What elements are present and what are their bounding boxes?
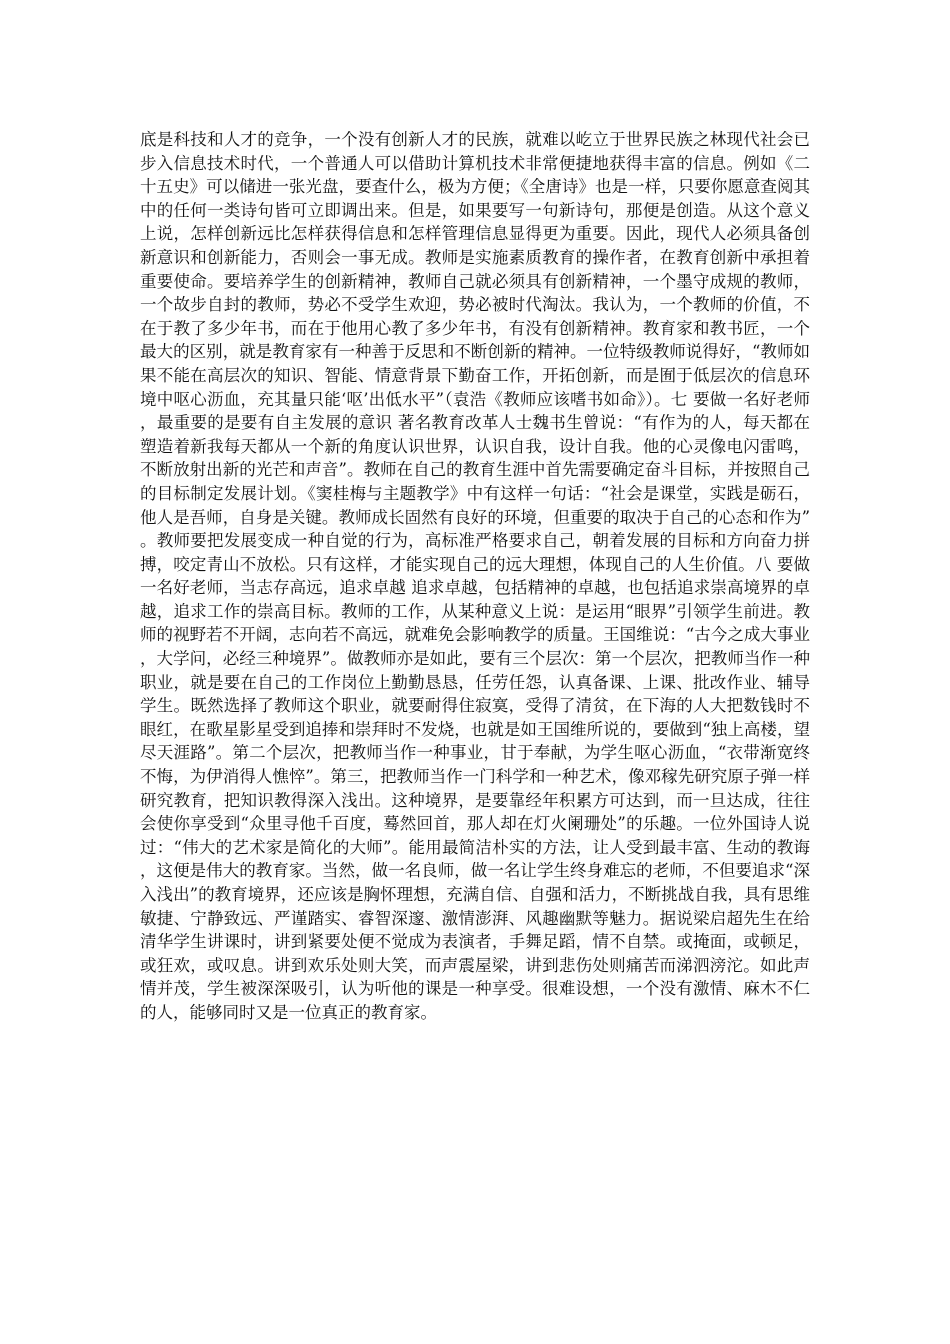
body-paragraph: 底是科技和人才的竞争，一个没有创新人才的民族，就难以屹立于世界民族之林现代社会已步入信息技术时代，一个普通人可以借助计算机技术非常便捷地获得丰富的信息。例如《二十五史》可以储进一张光盘，要查什么，极为方便；《全唐诗》也是一样，只要你愿意查阅其中的任何一类诗句皆可立即调出来。但是，如果要写一句新诗句，那便是创造。从这个意义上说，怎样创新远比怎样获得信息和怎样管理信息显得更为重要。因此，现代人必须具备创新意识和创新能力，否则会一事无成。教师是实施素质教育的操作者，在教育创新中承担着重要使命。要培养学生的创新精神，教师自己就必须具有创新精神，一个墨守成规的教师，一个故步自封的教师，势必不受学生欢迎，势必被时代淘汰。我认为，一个教师的价值，不在于教了多少年书，而在于他用心教了多少年书，有没有创新精神。教育家和教书匠，一个最大的区别，就是教育家有一种善于反思和不断创新的精神。一位特级教师说得好，“教师如果不能在高层次的知识、智能、情意背景下勤奋工作，开拓创新，而是囿于低层次的信息环境中呕心沥血，充其量只能‘呕’出低水平”（袁浩《教师应该嗜书如命》）。七 要做一名好老师，最重要的是要有自主发展的意识 著名教育改革人士魏书生曾说：“有作为的人，每天都在塑造着新我每天都从一个新的角度认识世界，认识自我，设计自我。他的心灵像电闪雷鸣，不断放射出新的光芒和声音”。教师在自己的教育生涯中首先需要确定奋斗目标，并按照自己的目标制定发展计划。《窦桂梅与主题教学》中有这样一句话：“社会是课堂，实践是砺石，他人是吾师，自身是关键。教师成长固然有良好的环境，但重要的取决于自己的心态和作为”。教师要把发展变成一种自觉的行为，高标准严格要求自己，朝着发展的目标和方向奋力拼搏，咬定青山不放松。只有这样，才能实现自己的远大理想，体现自己的人生价值。八 要做一名好老师，当志存高远，追求卓越 追求卓越，包括精神的卓越，也包括追求崇高境界的卓越，追求工作的崇高目标。教师的工作，从某种意义上说：是运用“眼界”引领学生前进。教师的视野若不开阔，志向若不高远，就难免会影响教学的质量。王国维说：“古今之成大事业，大学问，必经三种境界”。做教师亦是如此，要有三个层次：第一个层次，把教师当作一种职业，就是要在自己的工作岗位上勤勤恳恳，任劳任怨，认真备课、上课、批改作业、辅导学生。既然选择了教师这个职业，就要耐得住寂寞，受得了清贫，在下海的人大把数钱时不眼红，在歌星影星受到追捧和崇拜时不发烧，也就是如王国维所说的，要做到“独上高楼，望尽天涯路”。第二个层次，把教师当作一种事业，甘于奉献，为学生呕心沥血，“衣带渐宽终不悔，为伊消得人憔悴”。第三，把教师当作一门科学和一种艺术，像邓稼先研究原子弹一样研究教育，把知识教得深入浅出。这种境界，是要靠经年积累方可达到，而一旦达成，往往会使你享受到“众里寻他千百度，蓦然回首，那人却在灯火阑珊处”的乐趣。一位外国诗人说过：“伟大的艺术家是简化的大师”。能用最简洁朴实的方法，让人受到最丰富、生动的教诲，这便是伟大的教育家。当然，做一名良师，做一名让学生终身难忘的老师，不但要追求“深入浅出”的教育境界，还应该是胸怀理想，充满自信、自强和活力，不断挑战自我，具有思维敏捷、宁静致远、严谨踏实、睿智深邃、激情澎湃、风趣幽默等魅力。据说梁启超先生在给清华学生讲课时，讲到紧要处便不觉成为表演者，手舞足蹈，情不自禁。或掩面，或顿足，或狂欢，或叹息。讲到欢乐处则大笑，而声震屋梁，讲到悲伤处则痛苦而涕泗滂沱。如此声情并茂，学生被深深吸引，认为听他的课是一种享受。很难设想，一个没有激情、麻木不仁的人，能够同时又是一位真正的教育家。 bbox=[140, 130, 810, 1022]
